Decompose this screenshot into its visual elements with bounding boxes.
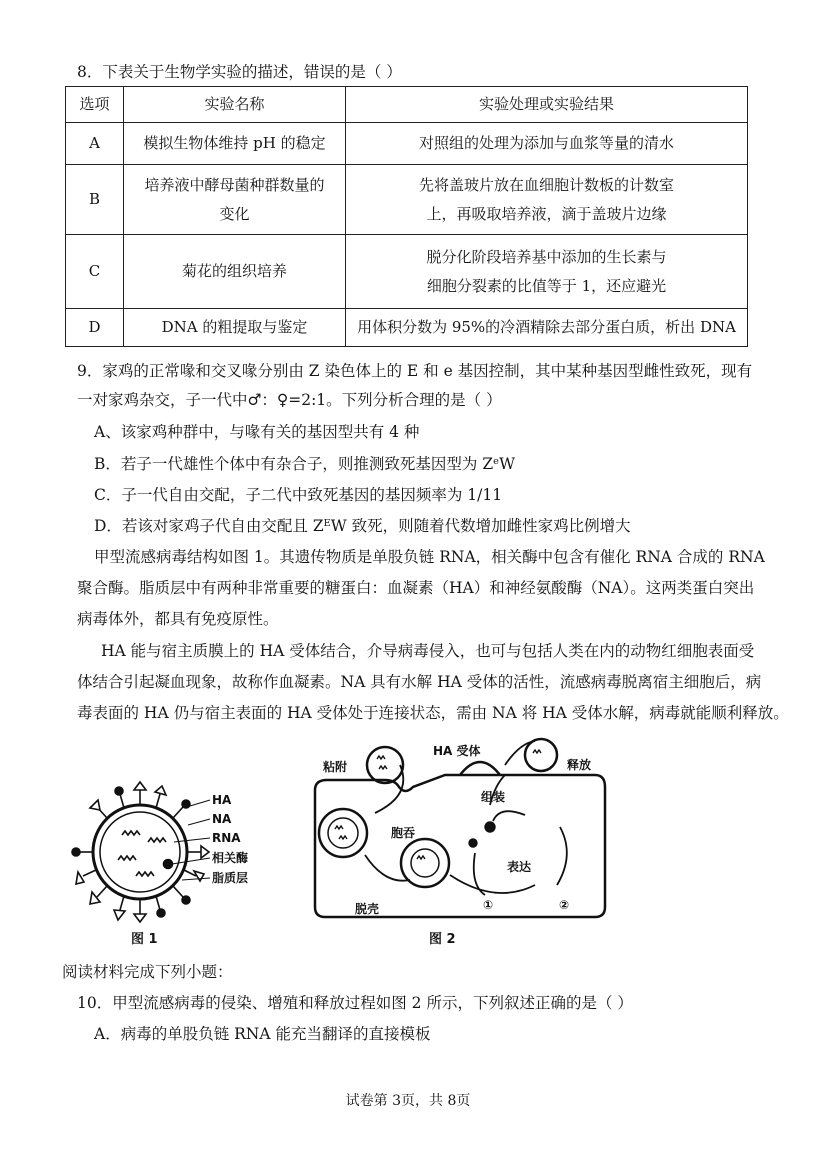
q10-option-a: A．病毒的单股负链 RNA 能充当翻译的直接模板 <box>94 1025 431 1043</box>
label-adsorb: 粘附 <box>323 760 348 774</box>
experiment-table <box>65 86 748 347</box>
passage-p2-line1: HA 能与宿主质膜上的 HA 受体结合，介导病毒侵入，也可与包括人类在内的动物红细胞表面受 <box>101 642 755 660</box>
table-row <box>66 123 748 165</box>
figure1-virus-diagram <box>70 780 260 940</box>
table-row <box>66 309 748 347</box>
row-name-line: 培养液中酵母菌种群数量的 <box>144 175 325 194</box>
q9-option-c: C．子一代自由交配，子二代中致死基因的基因频率为 1/11 <box>94 486 503 504</box>
page-footer: 试卷第 3页，共 8页 <box>345 1093 471 1109</box>
q9-option-a: A、该家鸡种群中，与喙有关的基因型共有 4 种 <box>94 423 420 441</box>
endocytosed-virus <box>319 809 367 857</box>
label-express: 表达 <box>507 860 532 874</box>
passage-p1-line2: 聚合酶。脂质层中有两种非常重要的糖蛋白：血凝素（HA）和神经氨酸酶（NA）。这两类蛋白突出 <box>77 579 755 597</box>
row-option: D <box>66 309 124 347</box>
virus-envelope <box>93 805 187 899</box>
label-uncoat: 脱壳 <box>355 902 380 916</box>
row-option: B <box>66 165 124 235</box>
table-header-name: 实验名称 <box>124 87 346 123</box>
label-na: NA <box>212 812 232 826</box>
label-rna: RNA <box>212 831 241 845</box>
label-ha-receptor: HA 受体 <box>433 744 481 758</box>
q9-stem-line1: 9．家鸡的正常喙和交叉喙分别由 Z 染色体上的 E 和 e 基因控制，其中某种基因型雌性致死，现有 <box>77 362 753 380</box>
row-name: 菊花的组织培养 <box>124 235 346 309</box>
q10-stem: 10．甲型流感病毒的侵染、增殖和释放过程如图 2 所示，下列叙述正确的是（ ） <box>77 994 633 1012</box>
released-virus <box>525 739 557 771</box>
table-header-row <box>66 87 748 123</box>
label-ha: HA <box>212 793 232 807</box>
table-row <box>66 165 748 235</box>
table-header-result: 实验处理或实验结果 <box>346 87 748 123</box>
label-release: 释放 <box>567 758 592 772</box>
row-result <box>346 165 748 235</box>
host-cell-membrane <box>315 775 605 917</box>
label-endocytosis: 胞吞 <box>391 826 416 840</box>
label-step1: ① <box>483 898 494 912</box>
attaching-virus <box>367 747 403 783</box>
passage-p2-line2: 体结合引起凝血现象，故称作血凝素。NA 具有水解 HA 受体的活性，流感病毒脱离宿主细胞后，病 <box>77 673 762 691</box>
surface-spikes <box>72 782 209 922</box>
q8-stem: 8．下表关于生物学实验的描述，错误的是（ ） <box>77 63 402 81</box>
figure1-caption: 图 1 <box>131 932 158 947</box>
q9-option-d: D．若该对家鸡子代自由交配且 ZᴱW 致死，则随着代数增加雌性家鸡比例增大 <box>94 517 631 535</box>
label-assemble: 组装 <box>481 790 506 804</box>
row-option: C <box>66 235 124 309</box>
row-result: 用体积分数为 95%的冷酒精除去部分蛋白质，析出 DNA <box>346 309 748 347</box>
process-arrows <box>365 741 567 895</box>
row-name-line: 变化 <box>219 204 250 223</box>
row-result-line: 上，再吸取培养液，滴于盖玻片边缘 <box>426 204 667 223</box>
label-lipid-layer: 脂质层 <box>212 871 249 885</box>
row-name: 模拟生物体维持 pH 的稳定 <box>124 123 346 165</box>
passage-p1-line1: 甲型流感病毒结构如图 1。其遗传物质是单股负链 RNA，相关酶中包含有催化 RNA 合成的 RNA <box>94 548 765 566</box>
row-result <box>346 235 748 309</box>
rna-segments <box>118 831 173 876</box>
passage-p2-line3: 毒表面的 HA 仍与宿主表面的 HA 受体处于连接状态，需由 NA 将 HA 受体水解，病毒就能顺利释放。 <box>77 704 789 722</box>
row-result-line: 脱分化阶段培养基中添加的生长素与 <box>426 247 667 266</box>
row-option: A <box>66 123 124 165</box>
q9-option-b: B．若子一代雄性个体中有杂合子，则推测致死基因型为 ZᵉW <box>94 455 516 473</box>
label-step2: ② <box>559 898 570 912</box>
row-name <box>124 165 346 235</box>
table-header-option: 选项 <box>66 87 124 123</box>
row-result: 对照组的处理为添加与血浆等量的清水 <box>346 123 748 165</box>
figure2-caption: 图 2 <box>429 932 456 947</box>
q9-stem-line2: 一对家鸡杂交，子一代中♂：♀=2:1。下列分析合理的是（ ） <box>77 391 502 409</box>
row-name: DNA 的粗提取与鉴定 <box>124 309 346 347</box>
passage-p1-line3: 病毒体外，都具有免疫原性。 <box>77 610 279 628</box>
reading-instruction: 阅读材料完成下列小题： <box>62 963 233 981</box>
figure2-infection-diagram <box>295 735 615 930</box>
row-result-line: 先将盖玻片放在血细胞计数板的计数室 <box>418 175 674 194</box>
row-result-line: 细胞分裂素的比值等于 1，还应避光 <box>426 276 667 295</box>
label-enzyme: 相关酶 <box>212 851 249 865</box>
table-row <box>66 235 748 309</box>
